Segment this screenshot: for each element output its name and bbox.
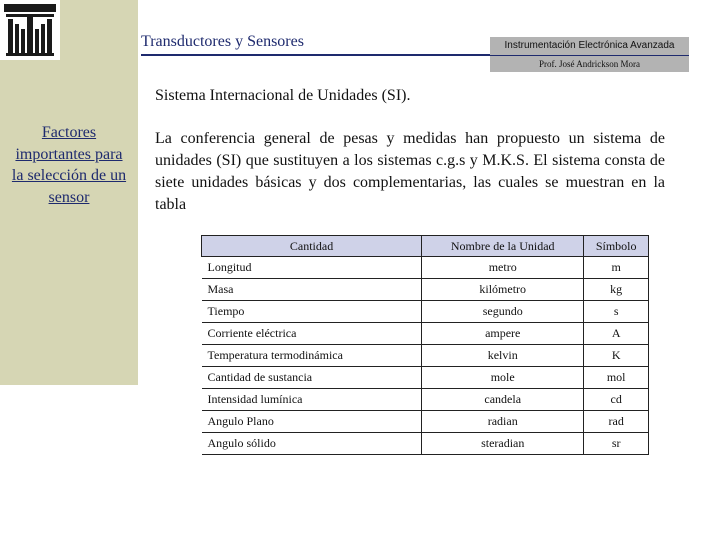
- cell-symbol: m: [584, 257, 649, 279]
- cell-unit-name: steradian: [422, 433, 584, 455]
- table-row: [202, 411, 649, 433]
- course-title: Transductores y Sensores: [141, 33, 304, 50]
- table-row: [202, 257, 649, 279]
- author-label: Prof. José Andrickson Mora: [490, 56, 689, 72]
- table-row: [202, 279, 649, 301]
- cell-unit-name: metro: [422, 257, 584, 279]
- table-row: [202, 323, 649, 345]
- cell-quantity: Angulo Plano: [207, 414, 274, 428]
- cell-symbol: cd: [584, 389, 649, 411]
- cell-quantity: Angulo sólido: [207, 436, 276, 450]
- sidebar-top-panel: [60, 0, 138, 60]
- si-units-table: [201, 235, 649, 455]
- intro-paragraph: La conferencia general de pesas y medidas han propuesto un sistema de unidades (SI) que sustituyen a los sistemas c.g.s y M.K.S. El sistema consta de siete unidades básicas y dos complementarias, las cuales se muestran en la tabla: [155, 130, 665, 213]
- cell-quantity: Corriente eléctrica: [207, 326, 297, 340]
- cell-quantity: Intensidad lumínica: [207, 392, 303, 406]
- column-header-symbol: Símbolo: [584, 236, 649, 257]
- column-header-quantity: Cantidad: [202, 236, 422, 257]
- cell-quantity: Temperatura termodinámica: [207, 348, 343, 362]
- table-row: [202, 433, 649, 455]
- cell-symbol: A: [584, 323, 649, 345]
- table-header-row: [202, 236, 649, 257]
- cell-unit-name: kelvin: [422, 345, 584, 367]
- table-row: [202, 345, 649, 367]
- cell-symbol: mol: [584, 367, 649, 389]
- cell-unit-name: mole: [422, 367, 584, 389]
- cell-unit-name: segundo: [422, 301, 584, 323]
- page-title: Sistema Internacional de Unidades (SI).: [155, 87, 411, 104]
- cell-symbol: sr: [584, 433, 649, 455]
- table-row: [202, 367, 649, 389]
- sidebar-topic-link[interactable]: Factores importantes para la selección de un sensor: [11, 124, 127, 206]
- table-row: [202, 389, 649, 411]
- cell-quantity: Cantidad de sustancia: [207, 370, 313, 384]
- institution-logo: [0, 0, 60, 60]
- institution-logo-icon: [2, 2, 58, 58]
- sidebar-panel: [0, 60, 138, 385]
- cell-symbol: s: [584, 301, 649, 323]
- cell-unit-name: kilómetro: [422, 279, 584, 301]
- column-header-unit-name: Nombre de la Unidad: [422, 236, 584, 257]
- cell-unit-name: ampere: [422, 323, 584, 345]
- cell-symbol: K: [584, 345, 649, 367]
- cell-unit-name: radian: [422, 411, 584, 433]
- cell-symbol: rad: [584, 411, 649, 433]
- cell-quantity: Longitud: [207, 260, 252, 274]
- cell-quantity: Tiempo: [207, 304, 245, 318]
- cell-symbol: kg: [584, 279, 649, 301]
- cell-quantity: Masa: [207, 282, 234, 296]
- cell-unit-name: candela: [422, 389, 584, 411]
- table-row: [202, 301, 649, 323]
- program-label: Instrumentación Electrónica Avanzada: [490, 37, 689, 55]
